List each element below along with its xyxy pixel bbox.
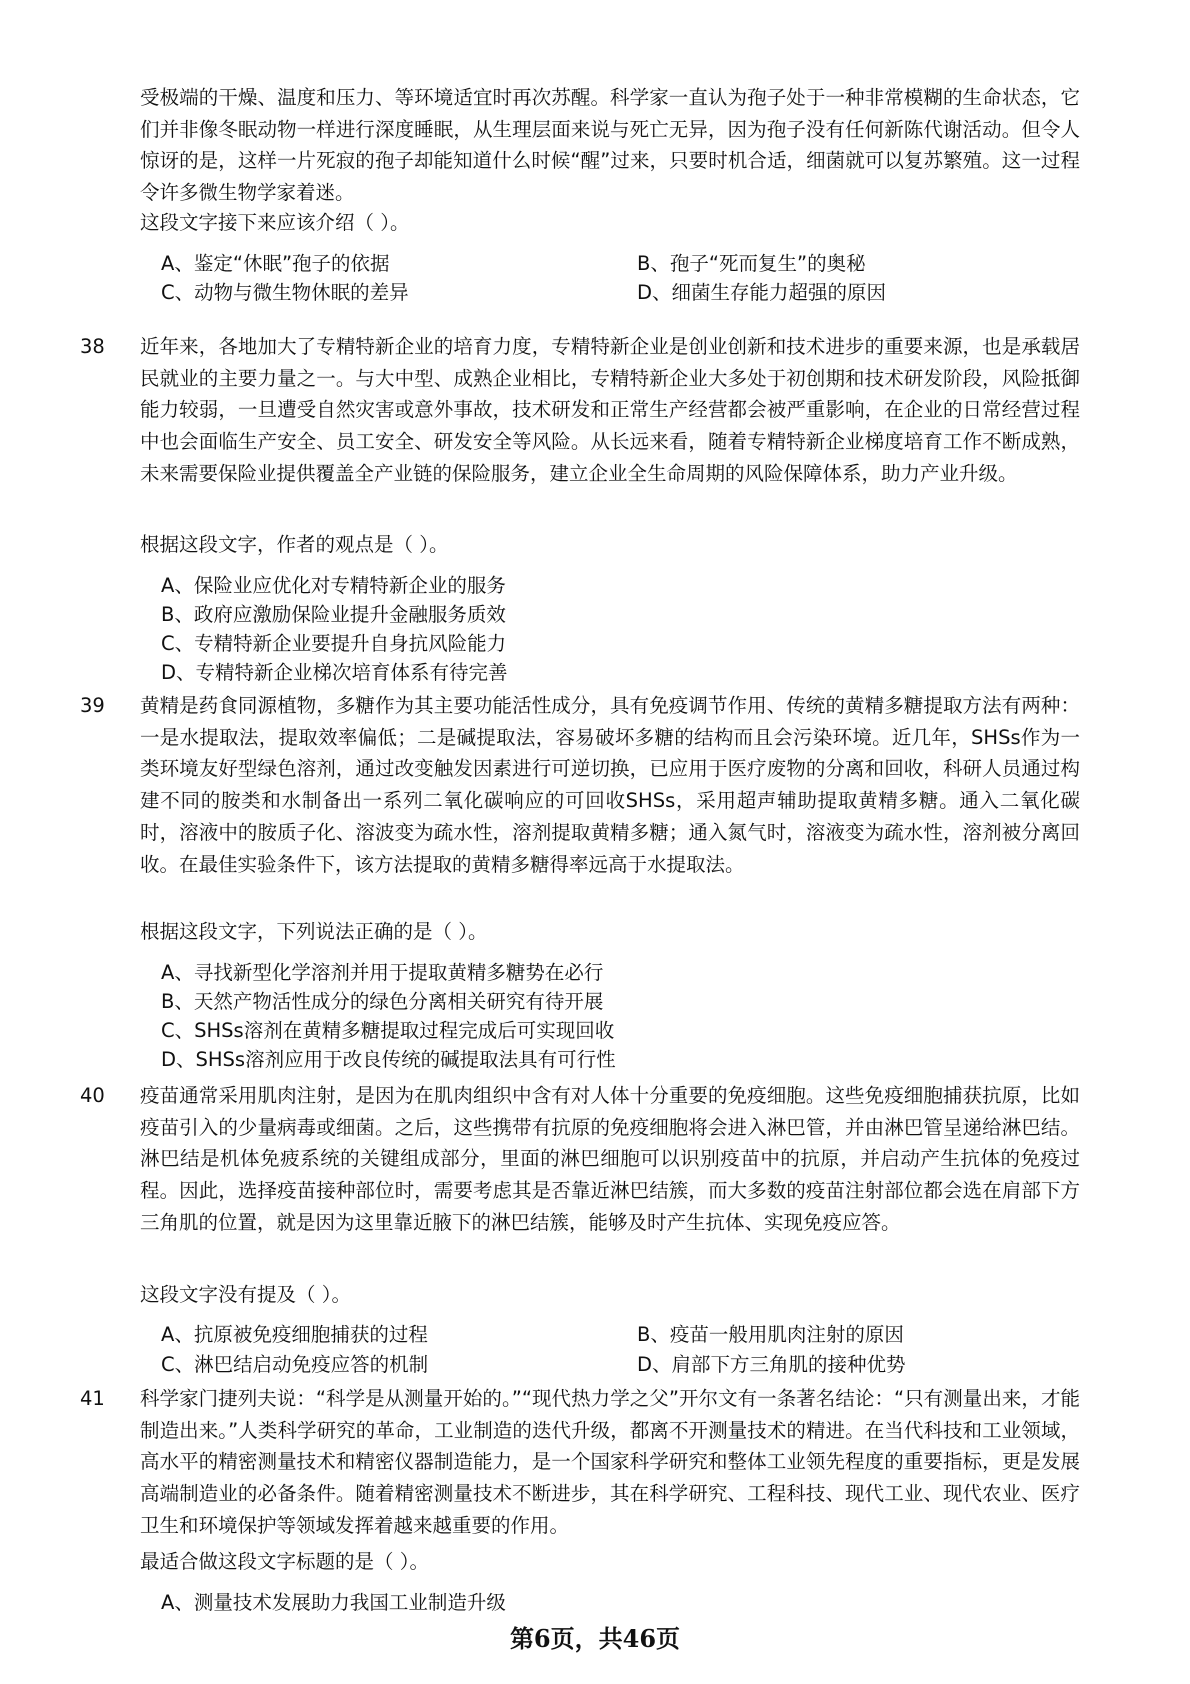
q38-passage: 近年来，各地加大了专精特新企业的培育力度，专精特新企业是创业创新和技术进步的重要来源，也是承载居民就业的主要力量之一。与大中型、成熟企业相比，专精特新企业大多处于初创期和技术研发阶段，风险抵御能力较弱，一旦遭受自然灾害或意外事故，技术研发和正常生产经营都会被严重影响，在企业的日常经营过程中也会面临生产安全、员工安全、研发安全等风险。从长远来看，随着专精特新企业梯度培育工作不断成熟，未来需要保险业提供覆盖全产业链的保险服务，建立企业全生命周期的风险保障体系，助力产业升级。	[140, 335, 1080, 485]
q40-number: 40	[80, 1084, 105, 1107]
q38-option-b: B、政府应激励保险业提升金融服务质效	[161, 603, 506, 626]
q38-prompt: 根据这段文字，作者的观点是（ ）。	[140, 533, 449, 556]
q40-option-d: D、肩部下方三角肌的接种优势	[637, 1353, 906, 1376]
page-number-footer: 第6页，共46页	[509, 1624, 681, 1653]
q37-option-c: C、动物与微生物休眠的差异	[161, 281, 409, 304]
q38-option-c: C、专精特新企业要提升自身抗风险能力	[161, 632, 507, 655]
q39-option-a: A、寻找新型化学溶剂并用于提取黄精多糖势在必行	[161, 961, 604, 984]
q41-option-a: A、测量技术发展助力我国工业制造升级	[161, 1591, 506, 1614]
q38-number: 38	[80, 335, 105, 358]
q40-prompt: 这段文字没有提及（ ）。	[140, 1283, 351, 1306]
q37-passage: 受极端的干燥、温度和压力、等环境适宜时再次苏醒。科学家一直认为孢子处于一种非常模糊的生命状态，它们并非像冬眠动物一样进行深度睡眠，从生理层面来说与死亡无异，因为孢子没有任何新陈代谢活动。但令人惊讶的是，这样一片死寂的孢子却能知道什么时候“醒”过来，只要时机合适，细菌就可以复苏繁殖。这一过程令许多微生物学家着迷。	[140, 86, 1080, 205]
q39-prompt: 根据这段文字，下列说法正确的是（ ）。	[140, 920, 488, 943]
q38-option-d: D、专精特新企业梯次培育体系有待完善	[161, 661, 508, 684]
q37-prompt: 这段文字接下来应该介绍（ ）。	[140, 211, 410, 234]
q41-prompt: 最适合做这段文字标题的是（ ）。	[140, 1550, 429, 1573]
q38-option-a: A、保险业应优化对专精特新企业的服务	[161, 574, 506, 597]
q40-option-b: B、疫苗一般用肌肉注射的原因	[637, 1323, 904, 1346]
q37-option-a: A、鉴定“休眠”孢子的依据	[161, 252, 390, 275]
q41-passage: 科学家门捷列夫说：“科学是从测量开始的。”“现代热力学之父”开尔文有一条著名结论：“只有测量出来，才能制造出来。”人类科学研究的革命，工业制造的迭代升级，都离不开测量技术的精进。在当代科技和工业领域，高水平的精密测量技术和精密仪器制造能力，是一个国家科学研究和整体工业领先程度的重要指标，更是发展高端制造业的必备条件。随着精密测量技术不断进步，其在科学研究、工程科技、现代工业、现代农业、医疗卫生和环境保护等领域发挥着越来越重要的作用。	[140, 1387, 1080, 1537]
q40-passage: 疫苗通常采用肌肉注射，是因为在肌肉组织中含有对人体十分重要的免疫细胞。这些免疫细胞捕获抗原，比如疫苗引入的少量病毒或细菌。之后，这些携带有抗原的免疫细胞将会进入淋巴管，并由淋巴管呈递给淋巴结。淋巴结是机体免疲系统的关键组成部分，里面的淋巴细胞可以识别疫苗中的抗原，并启动产生抗体的免疫过程。因此，选择疫苗接种部位时，需要考虑其是否靠近淋巴结簇，而大多数的疫苗注射部位都会选在肩部下方三角肌的位置，就是因为这里靠近腋下的淋巴结簇，能够及时产生抗体、实现免疫应答。	[140, 1084, 1080, 1234]
q37-option-b: B、孢子“死而复生”的奥秘	[637, 252, 866, 275]
q39-option-b: B、天然产物活性成分的绿色分离相关研究有待开展	[161, 990, 604, 1013]
q39-number: 39	[80, 694, 105, 717]
q39-option-c: C、SHSs溶剂在黄精多糖提取过程完成后可实现回收	[161, 1019, 615, 1042]
q37-option-d: D、细菌生存能力超强的原因	[637, 281, 887, 304]
q40-option-c: C、淋巴结启动免疫应答的机制	[161, 1353, 429, 1376]
q39-option-d: D、SHSs溶剂应用于改良传统的碱提取法具有可行性	[161, 1048, 616, 1071]
q41-number: 41	[80, 1387, 105, 1410]
q39-passage: 黄精是药食同源植物，多糖作为其主要功能活性成分，具有免疫调节作用、传统的黄精多糖提取方法有两种：一是水提取法，提取效率偏低；二是碱提取法，容易破坏多糖的结构而且会污染环境。近几年，SHSs作为一类环境友好型绿色溶剂，通过改变触发因素进行可逆切换，已应用于医疗废物的分离和回收，科研人员通过构建不同的胺类和水制备出一系列二氧化碳响应的可回收SHSs，采用超声辅助提取黄精多糖。通入二氧化碳时，溶液中的胺质子化、溶波变为疏水性，溶剂提取黄精多糖；通入氮气时，溶液变为疏水性，溶剂被分离回收。在最佳实验条件下，该方法提取的黄精多糖得率远高于水提取法。	[140, 694, 1080, 876]
q40-option-a: A、抗原被免疫细胞捕获的过程	[161, 1323, 428, 1346]
